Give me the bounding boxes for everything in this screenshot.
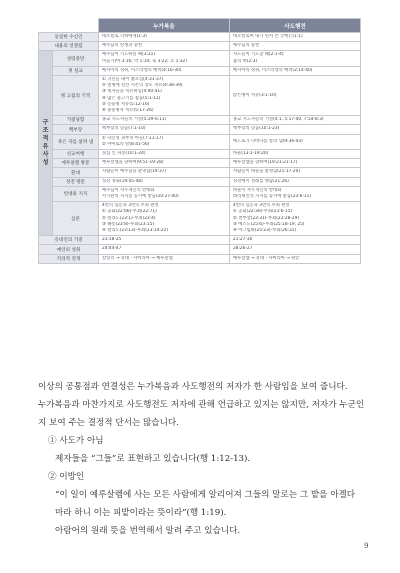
cell-line: ③ 병자들을 치유하심(4:40-41) bbox=[102, 89, 162, 95]
row-label: 내용의 연결됨 bbox=[39, 42, 99, 51]
row-label: 유대인의 거절 bbox=[39, 236, 99, 245]
col-header-luke: 누가복음 bbox=[99, 19, 230, 33]
cell-line: 종교 지도자들의 거절(5:29-6:11) bbox=[102, 117, 167, 123]
acts-cell bbox=[230, 168, 361, 177]
luke-cell bbox=[99, 186, 230, 201]
luke-cell bbox=[99, 159, 230, 168]
acts-cell bbox=[230, 202, 361, 236]
table-row bbox=[39, 116, 361, 125]
table-row bbox=[39, 236, 361, 245]
row-label: 죽은 자를 살려 냄 bbox=[53, 134, 99, 149]
cell-line: ④ 아그립바(25:23)-무죄(26:31) bbox=[233, 228, 297, 234]
acts-cell bbox=[230, 150, 361, 159]
cell-line: 사도들이 기도할 때(2:1-4) bbox=[233, 52, 284, 58]
cell-line: 예루살렘 → 유대 · 사마리아 → 땅끝 bbox=[233, 255, 300, 261]
acts-cell bbox=[230, 236, 361, 245]
luke-cell bbox=[99, 134, 230, 149]
cell-line: 백부장의 믿음(7:1-10) bbox=[102, 126, 146, 132]
table-row bbox=[39, 202, 361, 236]
cell-line: 예수님이 사두개인의 반대와 bbox=[102, 187, 155, 193]
acts-cell bbox=[230, 254, 361, 263]
luke-cell bbox=[99, 168, 230, 177]
row-label: 심문 bbox=[53, 202, 99, 236]
acts-cell bbox=[230, 125, 361, 134]
cell-line: ② 야이로의 딸(8:41-56) bbox=[102, 141, 150, 147]
table-row bbox=[39, 42, 361, 51]
cell-line: ② 빌라도(23:1)-무죄(23:4) bbox=[102, 215, 156, 221]
cell-line: ③ 헤롯(23:8)-무죄(23:15) bbox=[102, 221, 155, 227]
comparison-table bbox=[38, 18, 361, 264]
cell-line: 예수님의 승천 bbox=[233, 43, 260, 49]
table-row bbox=[39, 177, 361, 186]
row-label: 예언의 성취 bbox=[39, 245, 99, 254]
group-label-char: 사 bbox=[42, 151, 49, 159]
table-row bbox=[39, 150, 361, 159]
cell-line: 베드로가 다비다를 살려 냄(9:36-43) bbox=[233, 138, 303, 144]
item2-text-line: 마라 하니 이는 피밭이라는 뜻이라”(행 1:19). bbox=[55, 508, 227, 518]
cell-line: 사람들이 예수님을 환영함(19:37) bbox=[102, 169, 167, 175]
cell-line: 서기관의 지지를 동시에 받음(20:27-40) bbox=[102, 194, 179, 200]
cell-line: ③ 베스도(25:6)-무죄(25:18-19, 25) bbox=[233, 221, 305, 227]
cell-line: 메시아의 성취, 이스라엘의 배척(2:14-40) bbox=[233, 67, 313, 73]
cell-line: 바울이 사두개인의 반대와 bbox=[233, 187, 282, 193]
acts-cell bbox=[230, 76, 361, 116]
row-label: 선교여행 bbox=[53, 150, 99, 159]
group-label-char: 조 bbox=[42, 127, 49, 135]
row-label: 첫 설교 bbox=[53, 66, 99, 75]
cell-line: ① 귀신들 내어 쫓으심(4:31-37) bbox=[102, 77, 164, 83]
luke-cell bbox=[99, 245, 230, 254]
cell-line: 예수님이 기도하실 때(3:21) bbox=[102, 52, 156, 58]
cell-line: 성전에서 결례를 행함(21:26) bbox=[233, 178, 289, 184]
luke-cell bbox=[99, 51, 230, 66]
cell-line: ⑤ 문둥병 치유(5:12-16) bbox=[102, 101, 150, 107]
table-row bbox=[39, 168, 361, 177]
row-label: 성령충만 bbox=[53, 51, 99, 66]
item2-text-line: 아람어의 원래 뜻을 번역해서 알려 주고 있습니다. bbox=[55, 526, 241, 536]
cell-line: 성전 정화(19:45-48) bbox=[102, 178, 143, 184]
cell-line: ⑥ 중풍병자 치유(5:17-26) bbox=[102, 108, 154, 114]
group-label-char: 유 bbox=[42, 143, 49, 151]
cell-line: 메시아의 성취, 이스라엘의 배척(4:16-30) bbox=[102, 67, 182, 73]
page-number: 9 bbox=[364, 542, 369, 550]
cell-line: 24:44-47 bbox=[102, 246, 122, 252]
group-label-char: 성 bbox=[42, 159, 49, 167]
paragraph-line: 누가복음과 마찬가지로 사도행전도 저자에 관해 언급하고 있지는 않지만, 저자가 누군인 bbox=[38, 400, 365, 410]
acts-cell bbox=[230, 51, 361, 66]
table-row bbox=[39, 33, 361, 42]
acts-cell bbox=[230, 159, 361, 168]
acts-cell bbox=[230, 66, 361, 75]
body-text bbox=[30, 378, 374, 540]
cell-line: ④ 많은 물고기를 잡음(5:1-11) bbox=[102, 95, 161, 101]
cell-line: ① 공회(22:66)-무죄(22:71) bbox=[102, 209, 157, 215]
group-label-char: 적 bbox=[42, 135, 49, 143]
cell-line: 4번의 심문과 3번의 무죄 판결 bbox=[233, 203, 290, 209]
luke-cell bbox=[99, 254, 230, 263]
cell-line: 데오빌로여 내가 먼저 쓴 글에는(1:1) bbox=[233, 34, 303, 39]
table-row bbox=[39, 134, 361, 149]
acts-cell bbox=[230, 116, 361, 125]
row-label: 빈대와 지지 bbox=[53, 186, 99, 201]
acts-cell bbox=[230, 186, 361, 201]
cell-line: 갈릴리 → 유대 · 사마리아 → 예루살렘 bbox=[102, 255, 173, 261]
cell-line: 칠십 인 파송(10:1-24) bbox=[102, 151, 146, 157]
cell-line: 불의 혀(2:3) bbox=[233, 58, 258, 64]
intro-paragraph bbox=[30, 378, 374, 432]
luke-cell bbox=[99, 202, 230, 236]
cell-line: 비둘기(마 3:16; 막 1:10; 눅 3:22; 요 1:32) bbox=[102, 58, 187, 64]
cell-line: 앉은뱅이 치유(3:1-10) bbox=[233, 92, 277, 98]
luke-cell bbox=[99, 177, 230, 186]
cell-line: 예루살렘을 향하여(19:21-21:17) bbox=[233, 160, 298, 166]
cell-line: ② 열병에 걸린 시몬의 장모 치유(4:38-39) bbox=[102, 83, 183, 89]
luke-cell bbox=[99, 150, 230, 159]
col-header-acts: 사도행전 bbox=[230, 19, 361, 33]
row-label: 지리적 전개 bbox=[39, 254, 99, 263]
cell-line: 21:27-30 bbox=[233, 237, 253, 243]
row-label: 백부장 bbox=[53, 125, 99, 134]
table-row bbox=[39, 186, 361, 201]
group-label bbox=[39, 51, 53, 236]
paragraph-line: 이상의 공통점과 연결성은 누가복음과 사도행전의 저자가 한 사람임을 보여 줍니다. bbox=[38, 382, 348, 392]
table-row bbox=[39, 76, 361, 116]
table-row bbox=[39, 51, 361, 66]
table-row bbox=[39, 125, 361, 134]
acts-cell bbox=[230, 177, 361, 186]
cell-line: 23:18-25 bbox=[102, 237, 122, 243]
luke-cell bbox=[99, 42, 230, 51]
luke-cell bbox=[99, 125, 230, 134]
cell-line: 데오빌로 각하에게(1:3) bbox=[102, 34, 147, 39]
luke-cell bbox=[99, 236, 230, 245]
table-row bbox=[39, 159, 361, 168]
table-row bbox=[39, 254, 361, 263]
table-row bbox=[39, 66, 361, 75]
cell-line: 사람들이 바울을 환영함(21:17-20) bbox=[233, 169, 300, 175]
cell-line: 바울(13:1-19:20) bbox=[233, 151, 269, 157]
item1-text: 제자들을 “그들”로 표현하고 있습니다(행 1:12-13). bbox=[55, 454, 251, 464]
acts-cell bbox=[230, 245, 361, 254]
luke-cell bbox=[99, 76, 230, 116]
acts-cell bbox=[230, 42, 361, 51]
cell-line: ② 천부장(23:31)-무죄(23:28-29) bbox=[233, 215, 300, 221]
luke-cell bbox=[99, 66, 230, 75]
acts-cell bbox=[230, 134, 361, 149]
cell-line: 예루살렘을 향하여(9:51-19:28) bbox=[102, 160, 164, 166]
cell-line: ④ 빌라도(23:13)-무죄(23:14-22) bbox=[102, 228, 169, 234]
paragraph-line: 지 보여 주는 결정적 단서는 많습니다. bbox=[38, 418, 179, 428]
cell-line: ① 나인성 과부의 아들(7:11-17) bbox=[102, 135, 164, 141]
table-row bbox=[39, 245, 361, 254]
luke-cell bbox=[99, 116, 230, 125]
cell-line: ① 공회(22:30)-무죄(23:6-15) bbox=[233, 209, 293, 215]
cell-line: 종교 지도자들의 거절(4:1, 5:17-40, 7:54-8:3) bbox=[233, 117, 324, 123]
table-header-row bbox=[39, 19, 361, 33]
row-label: 병 고침의 기적 bbox=[53, 76, 99, 116]
acts-cell bbox=[230, 33, 361, 42]
row-label: 성전 방문 bbox=[53, 177, 99, 186]
cell-line: 4번의 심문과 3번의 무죄 판결 bbox=[102, 203, 159, 209]
cell-line: 바리새인의 지지를 동시에 받음(23:6-11) bbox=[233, 194, 312, 200]
group-label-char: 구 bbox=[42, 119, 49, 127]
row-label: 거절당함 bbox=[53, 116, 99, 125]
cell-line: 예수님의 탄생과 승천 bbox=[102, 43, 143, 49]
row-label: 동일한 수신인 bbox=[39, 33, 99, 42]
item2-text-line: “이 일이 예루살렘에 사는 모든 사람에게 알리어져 그들의 말로는 그 밭을 아겔다 bbox=[55, 490, 356, 500]
row-label: 환대 bbox=[53, 168, 99, 177]
item1-title: ① 사도가 아님 bbox=[48, 436, 104, 446]
header-blank bbox=[39, 19, 99, 33]
cell-line: 백부장의 믿음(10:1-23) bbox=[233, 126, 280, 132]
luke-cell bbox=[99, 33, 230, 42]
cell-line: 28:26-27 bbox=[233, 246, 253, 252]
item2-title: ② 이방인 bbox=[48, 472, 85, 482]
row-label: 예루살렘 방문 bbox=[53, 159, 99, 168]
